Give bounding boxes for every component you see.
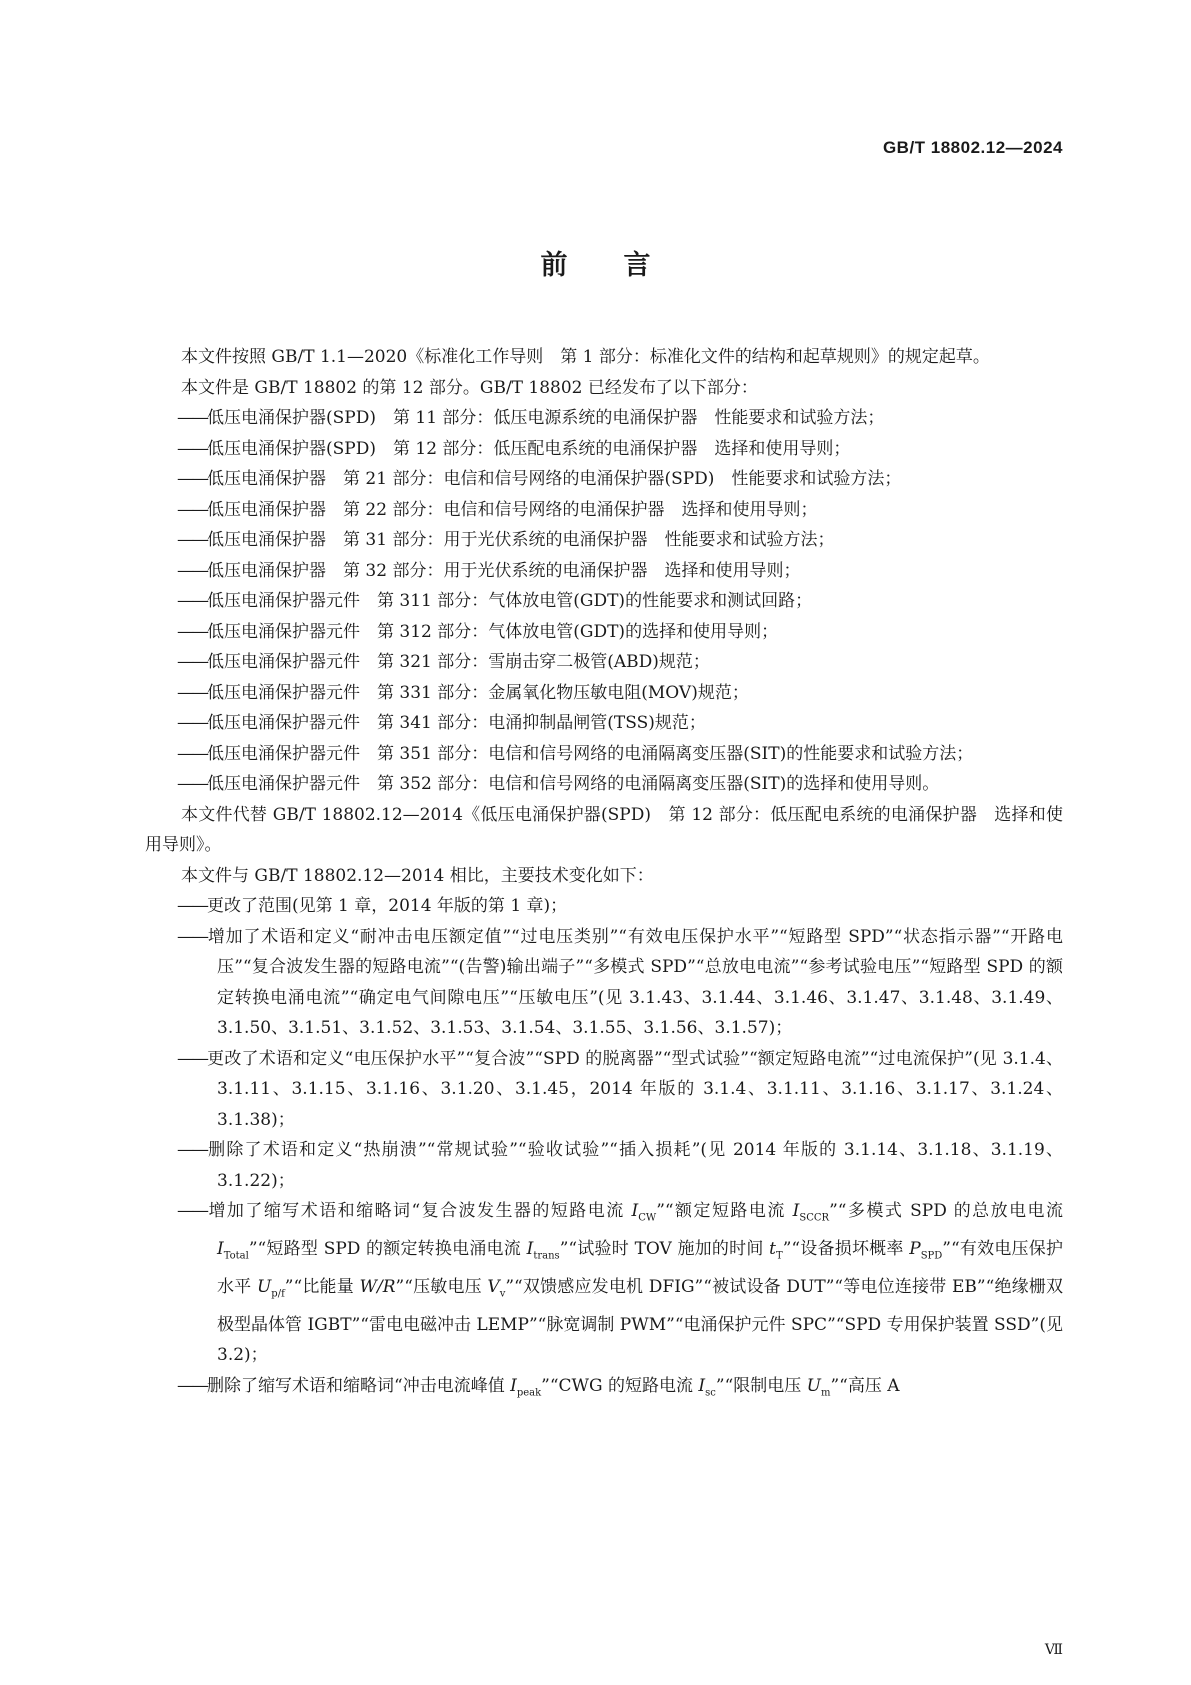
list-item: ——低压电涌保护器 第 21 部分：电信和信号网络的电涌保护器(SPD) 性能要求和试验方法； (177, 469, 902, 489)
list-item: ——低压电涌保护器(SPD) 第 11 部分：低压电源系统的电涌保护器 性能要求和试验方法； (177, 408, 885, 428)
list-item: ——低压电涌保护器元件 第 331 部分：金属氧化物压敏电阻(MOV)规范； (177, 682, 749, 703)
list-item: ——低压电涌保护器 第 22 部分：电信和信号网络的电涌保护器 选择和使用导则； (177, 499, 818, 520)
changes-list (145, 891, 1063, 1409)
compare-paragraph: 本文件与 GB/T 18802.12—2014 相比，主要技术变化如下： (181, 865, 654, 886)
list-item: ——增加了术语和定义“耐冲击电压额定值”“过电压类别”“有效电压保护水平”“短路型 SPD”“状态指示器”“开路电压”“复合波发生器的短路电流”“(告警)输出端子”“多模式 SPD”“总放电电流”“参考试验电压”“短路型 SPD 的额定转换电涌电流”“确定电气间隙电压”“压敏电压”(见 3.1.43、3.1.44、3.1.46、3.1.47、3.1.48、3.1.49、3.1.50、3.1.51、3.1.52、3.1.53、3.1.54、3.1.55、3.1.56、3.1.57)； (177, 926, 1063, 1038)
page-title: 前言 (540, 250, 707, 281)
list-item: ——低压电涌保护器元件 第 312 部分：气体放电管(GDT)的选择和使用导则； (177, 621, 779, 642)
list-item: ——更改了范围(见第 1 章，2014 年版的第 1 章)； (177, 896, 568, 916)
list-item: ——增加了缩写术语和缩略词“复合波发生器的短路电流 $I_{CW}”“$额定短路电流 $I_{SCCR}”“$多模式 SPD 的总放电电流 $I_{Total}”“$短路型 SPD 的额定转换电涌电流 $I_{trans}”“$试验时 TOV 施加的时间 $t_T”“$设备损坏概率 $P_{SPD}”“$有效电压保护水平 $U_{p/f}”“$比能量 W/R”“压敏电压 $V_v”“$双馈感应发电机 DFIG”“被试设备 DUT”“等电位连接带 EB”“绝缘栅双极型晶体管 IGBT”“雷电电磁冲击 LEMP”“脉宽调制 PWM”“电涌保护元件 SPC”“SPD 专用保护装置 SSD”(见 3.2)； (177, 1201, 1064, 1366)
list-item: ——低压电涌保护器元件 第 321 部分：雪崩击穿二极管(ABD)规范； (177, 652, 710, 672)
list-item: ——低压电涌保护器元件 第 341 部分：电涌抑制晶闸管(TSS)规范； (177, 713, 706, 733)
list-item: ——低压电涌保护器 第 31 部分：用于光伏系统的电涌保护器 性能要求和试验方法； (177, 530, 835, 550)
page-number: Ⅶ (1044, 1642, 1063, 1658)
list-item: ——低压电涌保护器(SPD) 第 12 部分：低压配电系统的电涌保护器 选择和使用导则； (177, 438, 851, 459)
intro-paragraph-1: 本文件按照 GB/T 1.1—2020《标准化工作导则 第 1 部分：标准化文件的结构和起草规则》的规定起草。 (181, 347, 990, 367)
list-item: ——低压电涌保护器元件 第 351 部分：电信和信号网络的电涌隔离变压器(SIT)的性能要求和试验方法； (177, 743, 974, 764)
replace-paragraph: 本文件代替 GB/T 18802.12—2014《低压电涌保护器(SPD) 第 12 部分：低压配电系统的电涌保护器 选择和使用导则》。 (145, 804, 1063, 855)
list-item: ——低压电涌保护器元件 第 311 部分：气体放电管(GDT)的性能要求和测试回路； (177, 591, 813, 611)
document-body (145, 342, 1063, 1409)
standard-code: GB/T 18802.12—2024 (882, 138, 1063, 157)
list-item: ——删除了缩写术语和缩略词“冲击电流峰值 $I_{peak}”“CWG$ 的短路电流 $I_{sc}”“$限制电压 $U_m”“$高压 A (177, 1375, 900, 1399)
intro-paragraph-2: 本文件是 GB/T 18802 的第 12 部分。GB/T 18802 已经发布了以下部分： (181, 377, 758, 398)
list-item: ——删除了术语和定义“热崩溃”“常规试验”“验收试验”“插入损耗”(见 2014 年版的 3.1.14、3.1.18、3.1.19、3.1.22)； (177, 1140, 1063, 1191)
list-item: ——更改了术语和定义“电压保护水平”“复合波”“SPD 的脱离器”“型式试验”“额定短路电流”“过电流保护”(见 3.1.4、3.1.11、3.1.15、3.1.16、3.1.20、3.1.45，2014 年版的 3.1.4、3.1.11、3.1.16、3.1.17、3.1.24、3.1.38)； (177, 1048, 1063, 1130)
list-item: ——低压电涌保护器元件 第 352 部分：电信和信号网络的电涌隔离变压器(SIT)的选择和使用导则。 (177, 774, 940, 794)
list-item: ——低压电涌保护器 第 32 部分：用于光伏系统的电涌保护器 选择和使用导则； (177, 560, 801, 581)
parts-list (145, 403, 1063, 800)
